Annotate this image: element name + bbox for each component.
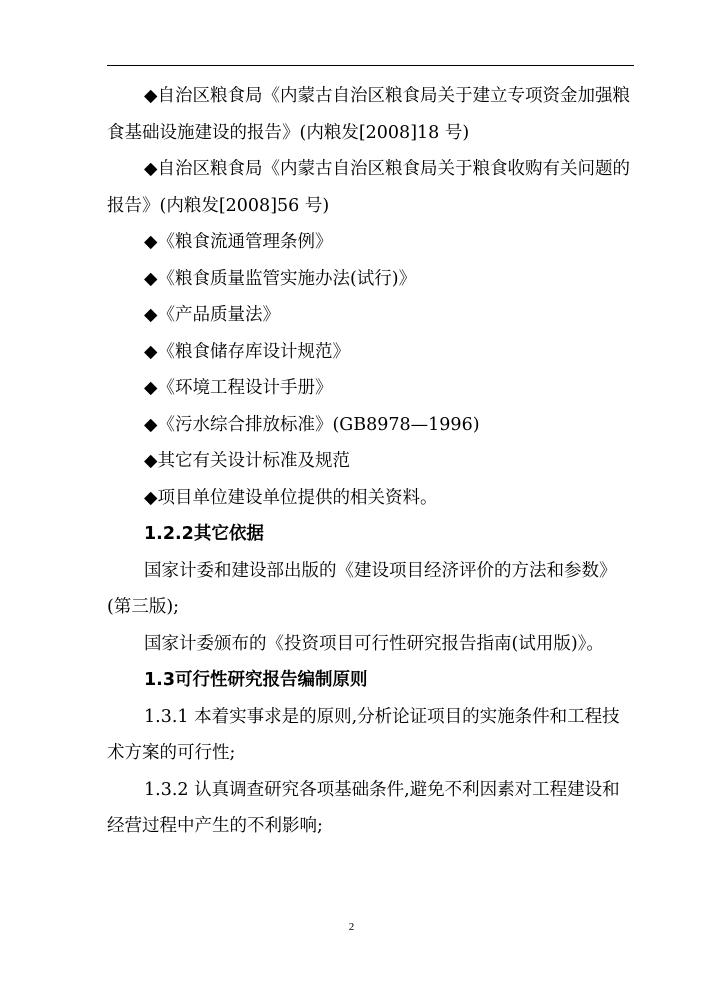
bullet-item: ◆《粮食质量监管实施办法(试行)》	[144, 268, 417, 289]
bullet-item: ◆其它有关设计标准及规范	[144, 451, 350, 471]
bullet-item: ◆《污水综合排放标准》(GB8978—1996)	[144, 414, 480, 435]
paragraph: 1.3.1 本着实事求是的原则,分析论证项目的实施条件和工程技术方案的可行性;	[107, 706, 620, 763]
bullet-item: ◆《产品质量法》	[144, 305, 280, 325]
document-body	[107, 78, 637, 845]
paragraph: 国家计委颁布的《投资项目可行性研究报告指南(试用版)》。	[144, 633, 604, 654]
section-heading-1-3: 1.3可行性研究报告编制原则	[144, 670, 368, 690]
paragraph: 1.3.2 认真调查研究各项基础条件,避免不利因素对工程建设和经营过程中产生的不利影响;	[107, 779, 620, 836]
bullet-item: ◆《粮食流通管理条例》	[144, 232, 333, 252]
page-number: 2	[348, 921, 355, 933]
paragraph: 国家计委和建设部出版的《建设项目经济评价的方法和参数》(第三版);	[107, 560, 617, 617]
bullet-item: ◆自治区粮食局《内蒙古自治区粮食局关于粮食收购有关问题的报告》(内粮发[2008]56 号)	[107, 159, 630, 216]
header-rule	[107, 65, 634, 66]
bullet-item: ◆《环境工程设计手册》	[144, 378, 333, 398]
bullet-item: ◆项目单位建设单位提供的相关资料。	[144, 487, 438, 508]
bullet-item: ◆自治区粮食局《内蒙古自治区粮食局关于建立专项资金加强粮食基础设施建设的报告》(内粮发[2008]18 号)	[107, 86, 630, 143]
section-heading-1-2-2: 1.2.2其它依据	[144, 524, 264, 544]
bullet-item: ◆《粮食储存库设计规范》	[144, 341, 350, 362]
